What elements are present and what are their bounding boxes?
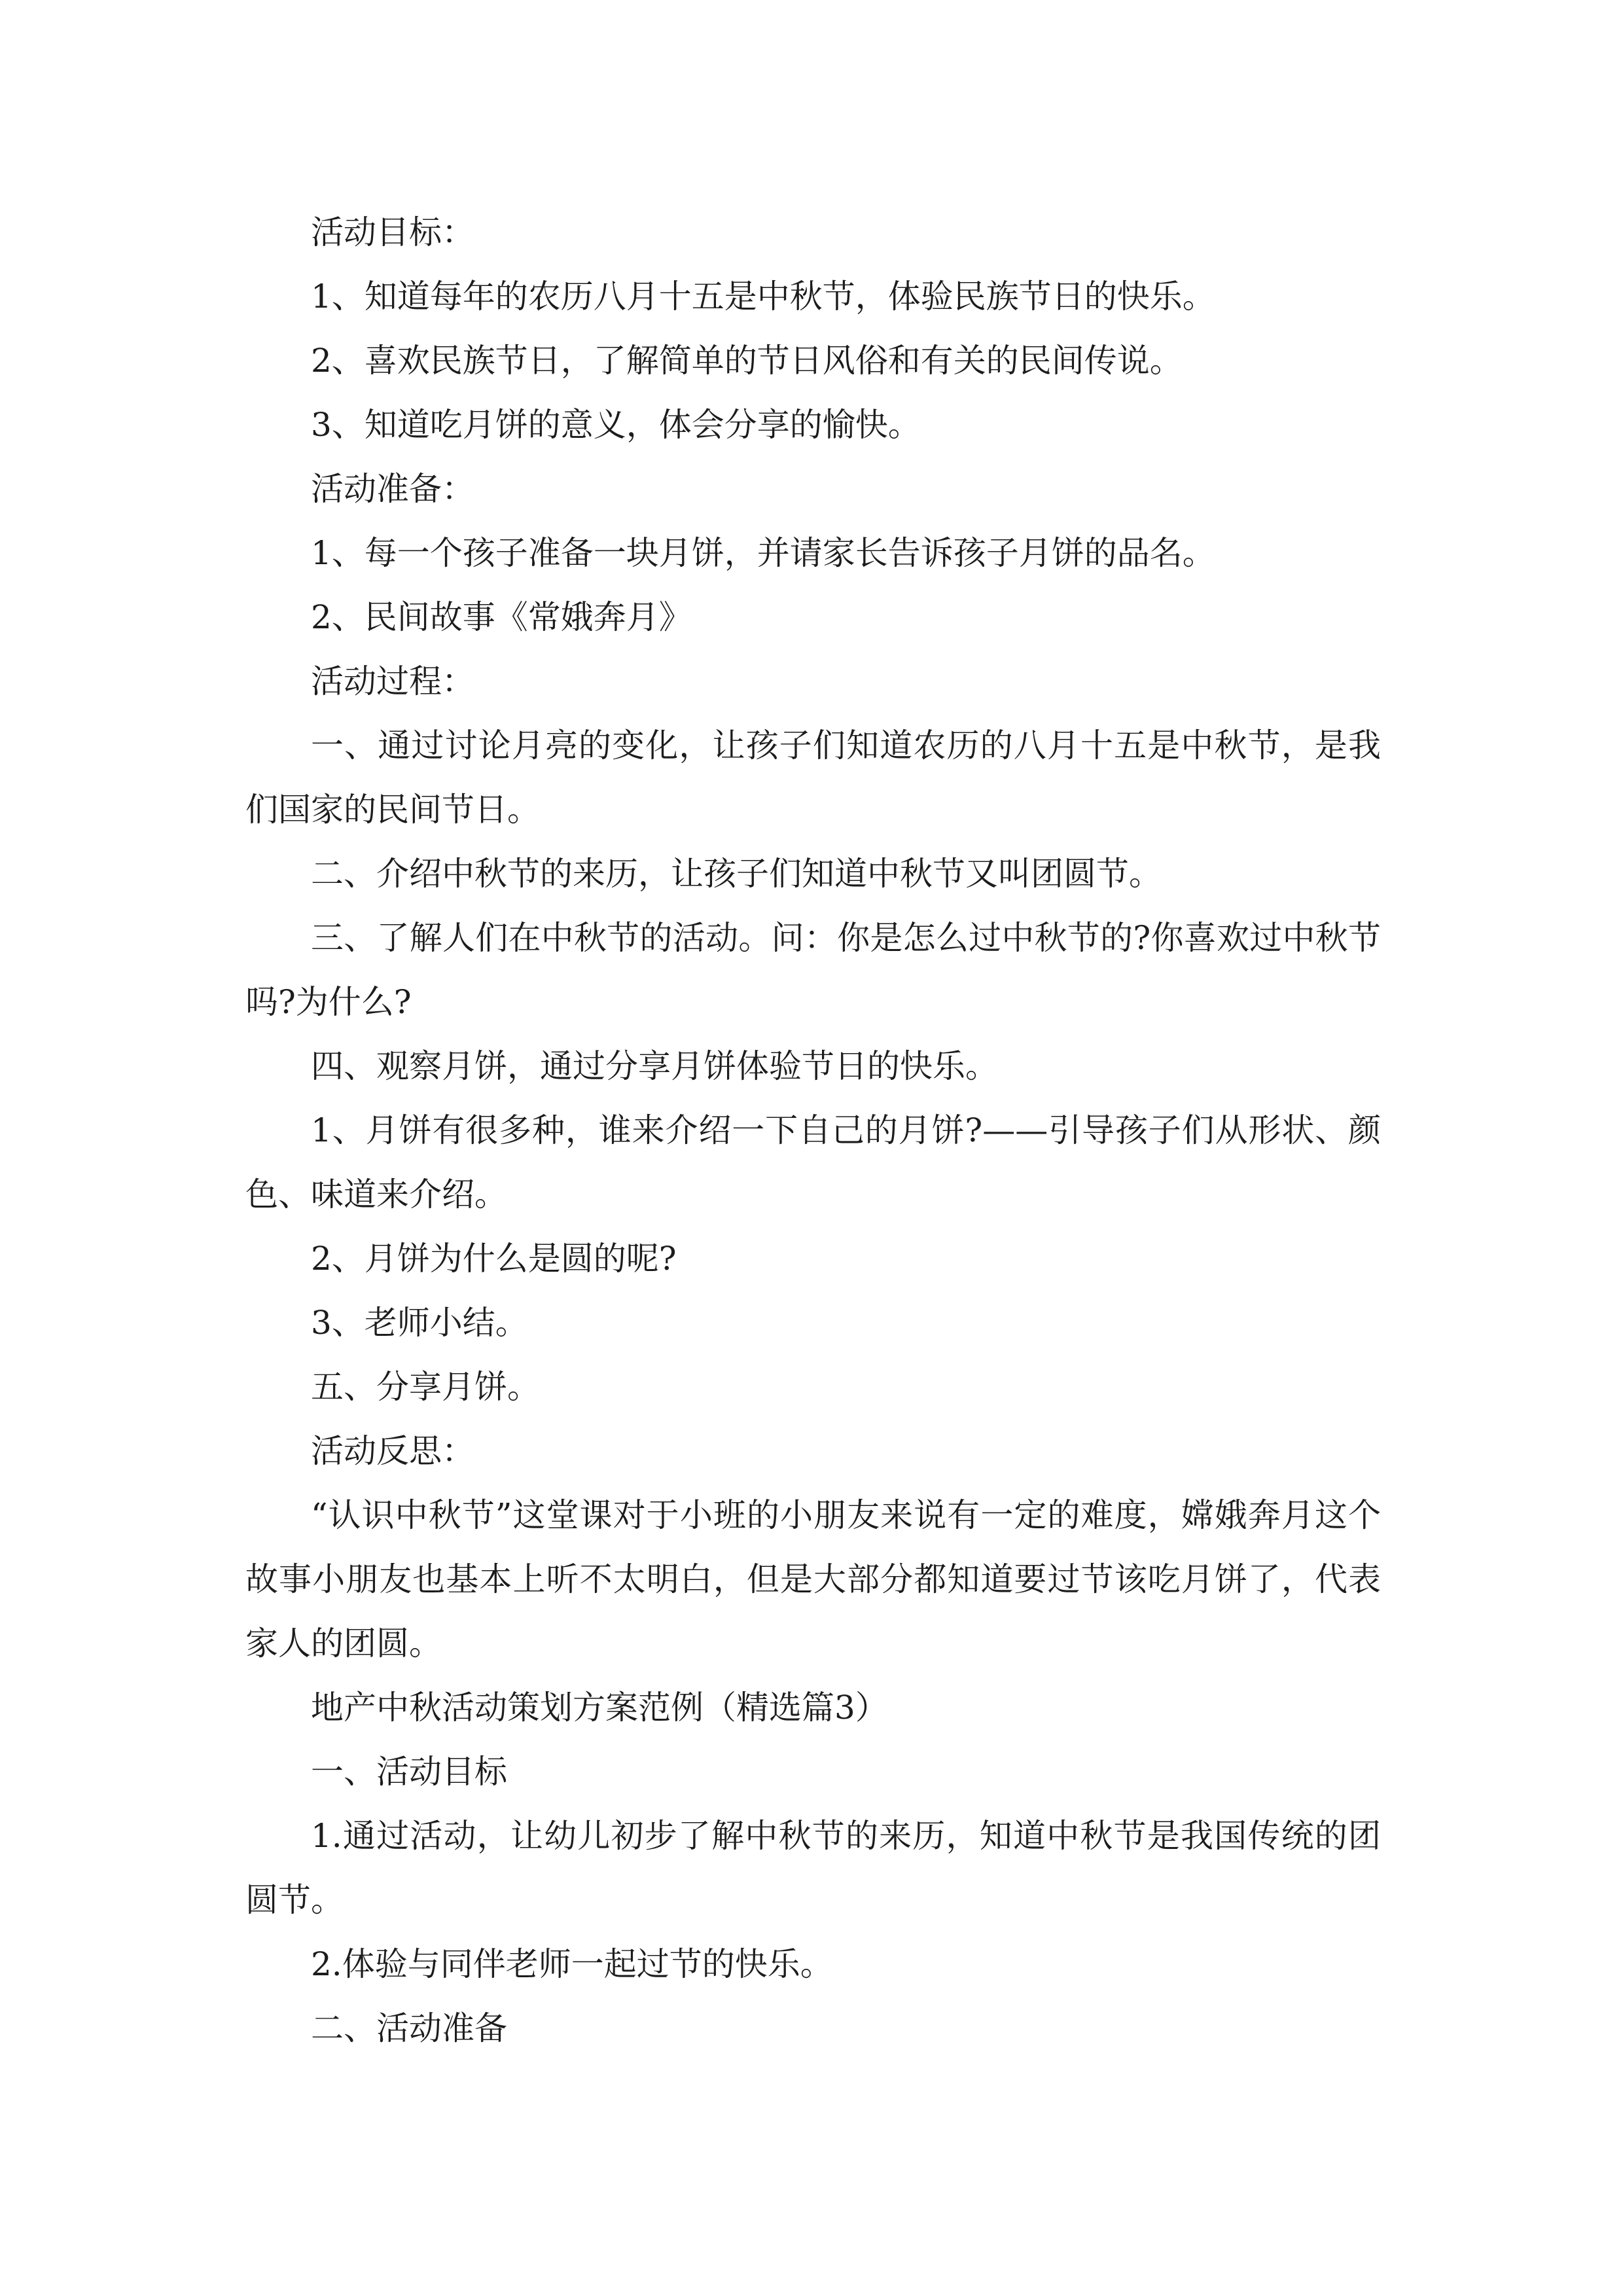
process-step-2: 二、介绍中秋节的来历，让孩子们知道中秋节又叫团圆节。 (311, 855, 1162, 893)
reflection-text: “认识中秋节”这堂课对于小班的小朋友来说有一定的难度，嫦娥奔月这个故事小朋友也基本上听不太明白，但是大部分都知道要过节该吃月饼了，代表家人的团圆。 (245, 1496, 1381, 1662)
goal-item-2: 2、喜欢民族节日，了解简单的节日风俗和有关的民间传说。 (311, 342, 1183, 380)
goal-item-3: 3、知道吃月饼的意义，体会分享的愉快。 (311, 406, 921, 444)
process-step-3: 三、了解人们在中秋节的活动。问：你是怎么过中秋节的?你喜欢过中秋节吗?为什么? (245, 919, 1381, 1021)
heading-activity-preparation: 活动准备： (311, 470, 474, 508)
process-step-1: 一、通过讨论月亮的变化，让孩子们知道农历的八月十五是中秋节，是我们国家的民间节日。 (245, 726, 1381, 829)
process-step-5: 五、分享月饼。 (311, 1368, 540, 1406)
goal2-item-2: 2.体验与同伴老师一起过节的快乐。 (311, 1945, 833, 1983)
section-title: 地产中秋活动策划方案范例（精选篇3） (311, 1689, 888, 1727)
heading-activity-process: 活动过程： (311, 662, 474, 700)
preparation-item-2: 2、民间故事《常娥奔月》 (311, 598, 692, 636)
preparation-item-1: 1、每一个孩子准备一块月饼，并请家长告诉孩子月饼的品名。 (311, 534, 1215, 572)
goal2-item-1: 1.通过活动，让幼儿初步了解中秋节的来历，知道中秋节是我国传统的团圆节。 (245, 1817, 1381, 1919)
heading-preparation-2: 二、活动准备 (311, 2009, 507, 2047)
heading-activity-reflection: 活动反思： (311, 1432, 474, 1470)
process-substep-3: 3、老师小结。 (311, 1304, 528, 1342)
process-substep-1: 1、月饼有很多种，谁来介绍一下自己的月饼?——引导孩子们从形状、颜色、味道来介绍。 (245, 1111, 1381, 1213)
document-body (245, 200, 1381, 2060)
heading-activity-goals: 活动目标： (311, 213, 474, 251)
process-step-4: 四、观察月饼，通过分享月饼体验节日的快乐。 (311, 1047, 998, 1085)
heading-goals-2: 一、活动目标 (311, 1753, 507, 1791)
process-substep-2: 2、月饼为什么是圆的呢? (311, 1240, 677, 1278)
goal-item-1: 1、知道每年的农历八月十五是中秋节，体验民族节日的快乐。 (311, 278, 1215, 315)
